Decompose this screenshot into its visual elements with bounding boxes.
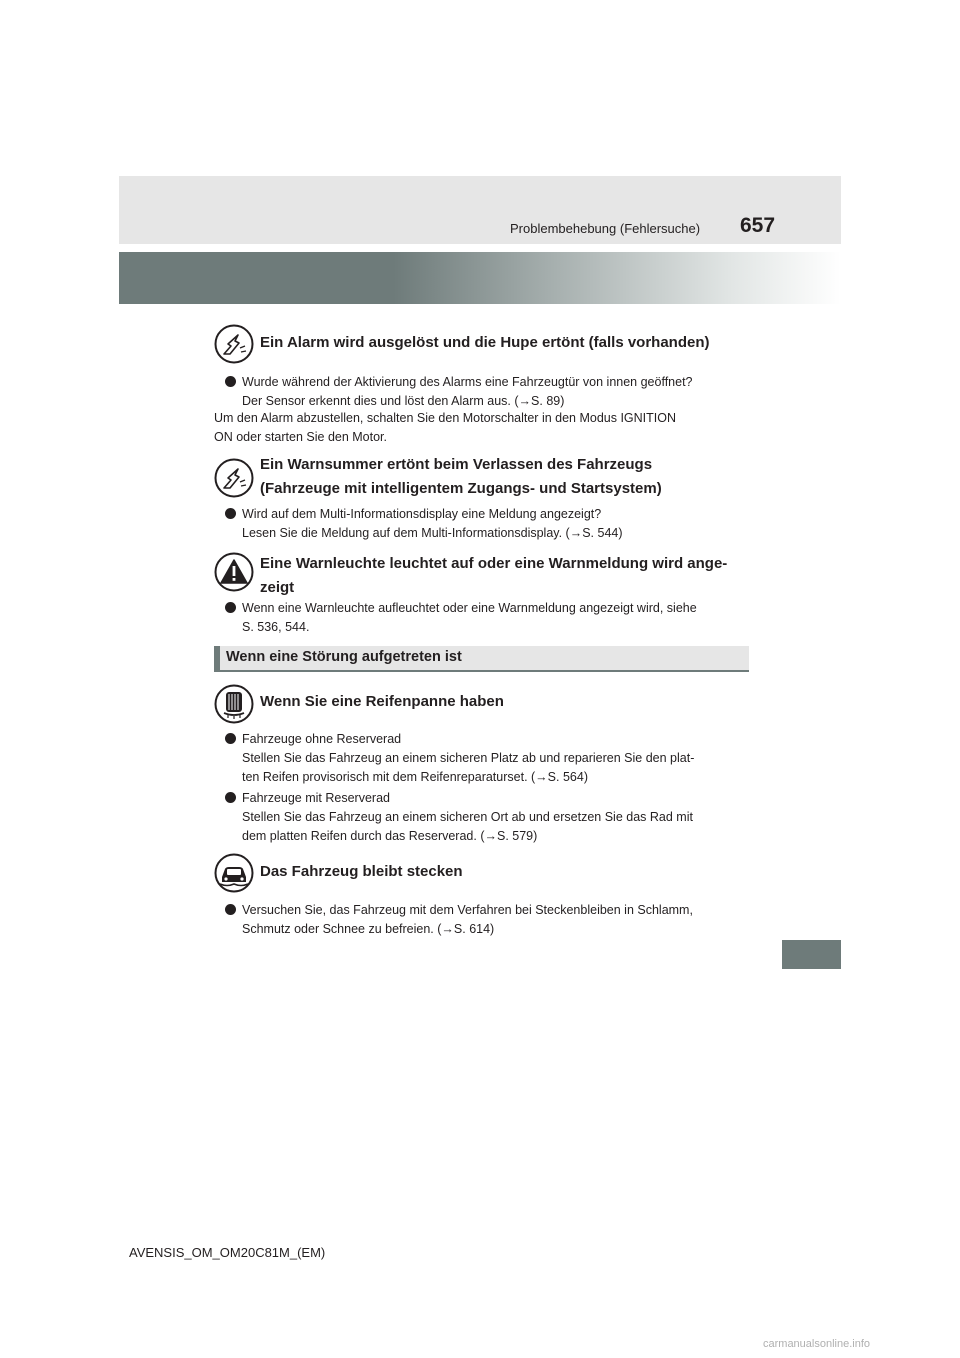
text-line: Fahrzeuge mit Reserverad	[242, 791, 390, 805]
text-line: ten Reifen provisorisch mit dem Reifenreparaturset. (→S. 564)	[242, 770, 588, 784]
bullet-dot	[225, 733, 236, 744]
section-bar-accent	[214, 646, 220, 670]
watermark: carmanualsonline.info	[763, 1338, 871, 1350]
bullet-dot	[225, 376, 236, 387]
heading-tire: Wenn Sie eine Reifenpanne haben	[260, 693, 504, 710]
bullet-dot	[225, 904, 236, 915]
heading-line: Ein Warnsummer ertönt beim Verlassen des Fahrzeugs	[260, 456, 653, 473]
heading-warning	[260, 552, 727, 600]
heading-line: zeigt	[260, 579, 295, 596]
warning-triangle-icon	[214, 552, 254, 592]
bullet-dot	[225, 508, 236, 519]
chapter-side-tab	[782, 940, 841, 969]
engine-trouble-icon	[214, 324, 254, 364]
heading-line: (Fahrzeuge mit intelligentem Zugangs- und Startsystem)	[260, 480, 662, 497]
document-code: AVENSIS_OM_OM20C81M_(EM)	[129, 1245, 326, 1260]
text-line: Lesen Sie die Meldung auf dem Multi-Informationsdisplay. (→S. 544)	[242, 526, 623, 540]
section-title: Problembehebung (Fehlersuche)	[510, 221, 701, 236]
page-number: 657	[740, 214, 776, 237]
text-line: Schmutz oder Schnee zu befreien. (→S. 614)	[242, 922, 495, 936]
text-line: Wird auf dem Multi-Informationsdisplay eine Meldung angezeigt?	[242, 507, 602, 521]
header-band	[119, 176, 841, 244]
section-bar	[214, 646, 749, 672]
heading-stuck: Das Fahrzeug bleibt stecken	[260, 863, 463, 880]
chapter-banner	[119, 252, 841, 304]
text-line: Fahrzeuge ohne Reserverad	[242, 732, 402, 746]
text-line: Versuchen Sie, das Fahrzeug mit dem Verfahren bei Steckenbleiben in Schlamm,	[242, 903, 693, 917]
bullet-dot	[225, 792, 236, 803]
text-line: Wurde während der Aktivierung des Alarms eine Fahrzeugtür von innen geöffnet?	[242, 375, 693, 389]
engine-trouble-icon	[214, 458, 254, 498]
section-bar-label: Wenn eine Störung aufgetreten ist	[226, 649, 462, 665]
paragraph	[214, 409, 745, 447]
flat-tire-icon	[214, 684, 254, 724]
text-line: Um den Alarm abzustellen, schalten Sie den Motorschalter in den Modus IGNITION	[214, 411, 677, 425]
stuck-vehicle-icon	[214, 853, 254, 893]
text-line: Stellen Sie das Fahrzeug an einem sicheren Ort ab und ersetzen Sie das Rad mit	[242, 810, 693, 824]
heading-buzzer	[260, 453, 662, 501]
text-line: ON oder starten Sie den Motor.	[214, 430, 388, 444]
heading-alarm: Ein Alarm wird ausgelöst und die Hupe ertönt (falls vorhanden)	[260, 334, 710, 351]
heading-line: Eine Warnleuchte leuchtet auf oder eine Warnmeldung wird ange-	[260, 555, 728, 572]
text-line: dem platten Reifen durch das Reserverad. (→S. 579)	[242, 829, 538, 843]
text-line: Stellen Sie das Fahrzeug an einem sicheren Platz ab und reparieren Sie den plat-	[242, 751, 695, 765]
text-line: Wenn eine Warnleuchte aufleuchtet oder eine Warnmeldung angezeigt wird, siehe	[242, 601, 697, 615]
text-line: Der Sensor erkennt dies und löst den Alarm aus. (→S. 89)	[242, 394, 565, 408]
text-line: S. 536, 544.	[242, 620, 310, 634]
bullet-dot	[225, 602, 236, 613]
